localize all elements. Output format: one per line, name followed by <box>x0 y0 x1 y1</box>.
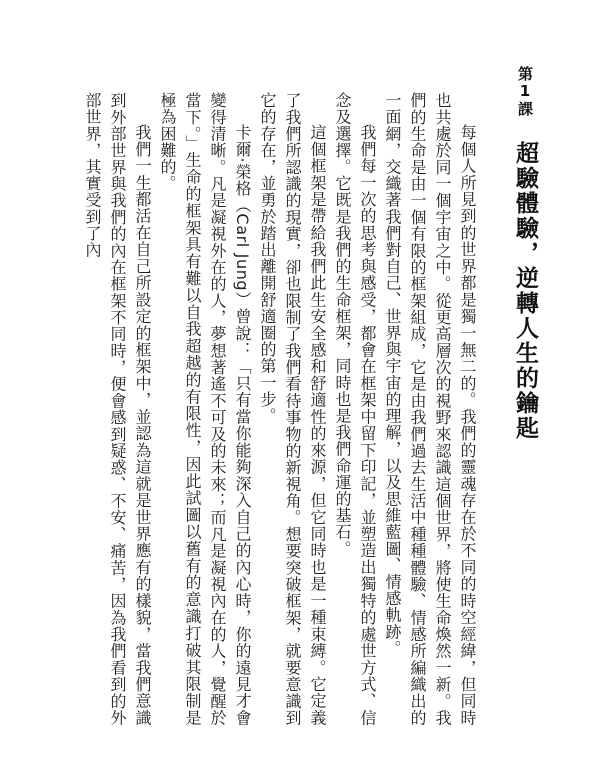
paragraph: 我們一生都活在自己所設定的框架中，並認為這就是世界應有的樣貌，當我們意識到外部世界與我們的內在框架不同時，便會感到疑惑、不安、痛苦，因為我們看到的外部世界，其實受到了內 <box>83 92 152 726</box>
lesson-heading <box>512 66 538 441</box>
paragraph: 我們每一次的思考與感受，都會在框架中留下印記，並塑造出獨特的處世方式、信念及選擇。它既是我們的生命框架，同時也是我們命運的基石。 <box>333 92 377 726</box>
paragraph: 這個框架是帶給我們此生安全感和舒適性的來源，但它同時也是一種束縛。它定義了我們所認識的現實，卻也限制了我們看待事物的新視角。想要突破框架，就要意識到它的存在，並勇於踏出離開舒適圈的第一步。 <box>258 92 327 726</box>
paragraph: 卡爾·榮格（Carl Jung）曾說：「只有當你能夠深入自己的內心時，你的遠見才會變得清晰。凡是凝視外在的人，夢想著遙不可及的未來；而凡是凝視內在的人，覺醒於當下。」生命的框架具有難以自我超越的有限性，因此試圖以舊有的意識打破其限制是極為困難的。 <box>158 92 252 726</box>
body-text <box>80 92 480 726</box>
lesson-number-label: 第1課 <box>516 66 534 117</box>
paragraph: 每個人所見到的世界都是獨一無二的。我們的靈魂存在於不同的時空經緯，但同時也共處於同一個宇宙之中。從更高層次的視野來認識這個世界，將使生命煥然一新。我們的生命是由一個有限的框架組成，它是由我們過去生活中種種體驗、情感所編織出的一面網，交織著我們對自己、世界與宇宙的理解，以及思維藍圖、情感軌跡。 <box>383 92 477 726</box>
lesson-title: 超驗體驗，逆轉人生的鑰匙 <box>512 141 538 441</box>
